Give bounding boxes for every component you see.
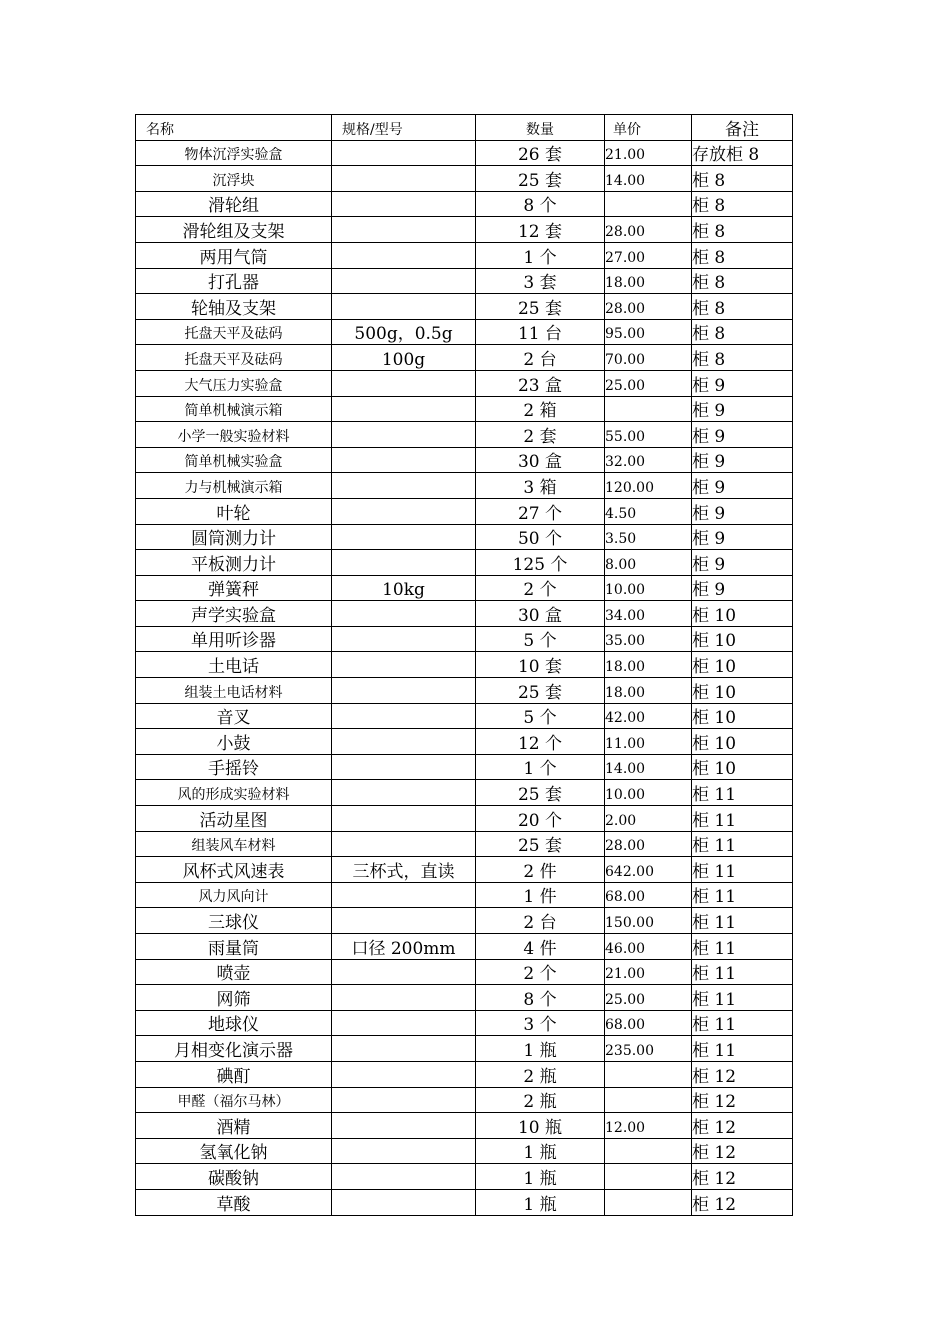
table-row bbox=[136, 319, 793, 345]
item-spec-cell bbox=[332, 1138, 476, 1164]
item-qty-cell: 50 个 bbox=[476, 524, 605, 550]
table-row bbox=[136, 575, 793, 601]
item-note-cell: 柜 9 bbox=[692, 370, 793, 396]
item-qty-cell: 1 瓶 bbox=[476, 1189, 605, 1215]
header-name: 名称 bbox=[136, 115, 332, 141]
item-note-cell: 柜 11 bbox=[692, 934, 793, 960]
item-price-cell: 68.00 bbox=[605, 882, 692, 908]
inventory-table bbox=[135, 114, 793, 1216]
item-price-cell: 25.00 bbox=[605, 370, 692, 396]
item-name-cell: 风力风向计 bbox=[136, 882, 332, 908]
item-note-cell: 柜 10 bbox=[692, 754, 793, 780]
item-note-cell: 柜 12 bbox=[692, 1087, 793, 1113]
item-note-cell: 柜 8 bbox=[692, 319, 793, 345]
table-row bbox=[136, 1164, 793, 1190]
item-name-cell: 喷壶 bbox=[136, 959, 332, 985]
item-qty-cell: 2 台 bbox=[476, 345, 605, 371]
item-qty-cell: 1 瓶 bbox=[476, 1138, 605, 1164]
item-spec-cell bbox=[332, 1087, 476, 1113]
item-price-cell bbox=[605, 1087, 692, 1113]
item-name-cell: 平板测力计 bbox=[136, 550, 332, 576]
item-note-cell: 柜 11 bbox=[692, 780, 793, 806]
table-row bbox=[136, 370, 793, 396]
item-qty-cell: 30 盒 bbox=[476, 601, 605, 627]
item-spec-cell bbox=[332, 601, 476, 627]
table-row bbox=[136, 959, 793, 985]
item-name-cell: 土电话 bbox=[136, 652, 332, 678]
item-spec-cell: 500g，0.5g bbox=[332, 319, 476, 345]
item-price-cell: 18.00 bbox=[605, 678, 692, 704]
item-note-cell: 柜 11 bbox=[692, 857, 793, 883]
item-price-cell: 10.00 bbox=[605, 575, 692, 601]
item-price-cell: 14.00 bbox=[605, 166, 692, 192]
table-row bbox=[136, 934, 793, 960]
table-row bbox=[136, 166, 793, 192]
header-note: 备注 bbox=[692, 115, 793, 141]
item-spec-cell bbox=[332, 191, 476, 217]
item-spec-cell bbox=[332, 1164, 476, 1190]
item-price-cell: 42.00 bbox=[605, 703, 692, 729]
item-name-cell: 雨量筒 bbox=[136, 934, 332, 960]
item-price-cell: 18.00 bbox=[605, 652, 692, 678]
table-row bbox=[136, 729, 793, 755]
item-qty-cell: 20 个 bbox=[476, 806, 605, 832]
item-price-cell bbox=[605, 1189, 692, 1215]
item-name-cell: 碳酸钠 bbox=[136, 1164, 332, 1190]
table-row bbox=[136, 294, 793, 320]
item-note-cell: 柜 11 bbox=[692, 959, 793, 985]
item-price-cell: 32.00 bbox=[605, 447, 692, 473]
item-spec-cell bbox=[332, 780, 476, 806]
item-price-cell: 27.00 bbox=[605, 242, 692, 268]
item-note-cell: 柜 9 bbox=[692, 498, 793, 524]
item-price-cell bbox=[605, 1164, 692, 1190]
item-price-cell: 46.00 bbox=[605, 934, 692, 960]
table-row bbox=[136, 652, 793, 678]
item-price-cell bbox=[605, 191, 692, 217]
table-row bbox=[136, 857, 793, 883]
item-qty-cell: 25 套 bbox=[476, 294, 605, 320]
item-price-cell: 2.00 bbox=[605, 806, 692, 832]
table-row bbox=[136, 191, 793, 217]
item-price-cell: 21.00 bbox=[605, 140, 692, 166]
table-row bbox=[136, 550, 793, 576]
item-spec-cell: 10kg bbox=[332, 575, 476, 601]
item-price-cell: 120.00 bbox=[605, 473, 692, 499]
item-note-cell: 柜 12 bbox=[692, 1061, 793, 1087]
item-name-cell: 力与机械演示箱 bbox=[136, 473, 332, 499]
item-qty-cell: 30 盒 bbox=[476, 447, 605, 473]
item-qty-cell: 2 个 bbox=[476, 959, 605, 985]
item-spec-cell bbox=[332, 729, 476, 755]
item-note-cell: 柜 9 bbox=[692, 447, 793, 473]
item-spec-cell bbox=[332, 959, 476, 985]
item-name-cell: 简单机械实验盒 bbox=[136, 447, 332, 473]
item-name-cell: 草酸 bbox=[136, 1189, 332, 1215]
item-qty-cell: 25 套 bbox=[476, 780, 605, 806]
item-note-cell: 柜 11 bbox=[692, 908, 793, 934]
item-spec-cell bbox=[332, 370, 476, 396]
item-note-cell: 柜 11 bbox=[692, 831, 793, 857]
item-name-cell: 活动星图 bbox=[136, 806, 332, 832]
item-spec-cell bbox=[332, 550, 476, 576]
item-spec-cell bbox=[332, 422, 476, 448]
table-row bbox=[136, 1189, 793, 1215]
item-spec-cell bbox=[332, 703, 476, 729]
item-spec-cell: 100g bbox=[332, 345, 476, 371]
table-row bbox=[136, 447, 793, 473]
item-name-cell: 网筛 bbox=[136, 985, 332, 1011]
table-row bbox=[136, 345, 793, 371]
item-spec-cell bbox=[332, 1061, 476, 1087]
item-name-cell: 叶轮 bbox=[136, 498, 332, 524]
item-note-cell: 柜 10 bbox=[692, 678, 793, 704]
item-note-cell: 柜 10 bbox=[692, 703, 793, 729]
table-row bbox=[136, 626, 793, 652]
item-name-cell: 轮轴及支架 bbox=[136, 294, 332, 320]
item-note-cell: 柜 9 bbox=[692, 524, 793, 550]
item-spec-cell: 三杯式，直读 bbox=[332, 857, 476, 883]
item-price-cell: 14.00 bbox=[605, 754, 692, 780]
item-name-cell: 风杯式风速表 bbox=[136, 857, 332, 883]
table-row bbox=[136, 1061, 793, 1087]
table-row bbox=[136, 1113, 793, 1139]
item-name-cell: 组装风车材料 bbox=[136, 831, 332, 857]
item-name-cell: 沉浮块 bbox=[136, 166, 332, 192]
item-qty-cell: 2 瓶 bbox=[476, 1087, 605, 1113]
item-spec-cell bbox=[332, 1113, 476, 1139]
item-note-cell: 柜 10 bbox=[692, 729, 793, 755]
item-name-cell: 小鼓 bbox=[136, 729, 332, 755]
item-price-cell: 28.00 bbox=[605, 831, 692, 857]
table-row bbox=[136, 498, 793, 524]
item-price-cell: 12.00 bbox=[605, 1113, 692, 1139]
table-body bbox=[136, 140, 793, 1215]
item-price-cell: 3.50 bbox=[605, 524, 692, 550]
item-price-cell: 28.00 bbox=[605, 294, 692, 320]
item-price-cell: 25.00 bbox=[605, 985, 692, 1011]
item-price-cell: 10.00 bbox=[605, 780, 692, 806]
item-note-cell: 柜 10 bbox=[692, 601, 793, 627]
item-spec-cell bbox=[332, 473, 476, 499]
item-qty-cell: 26 套 bbox=[476, 140, 605, 166]
item-qty-cell: 2 瓶 bbox=[476, 1061, 605, 1087]
item-qty-cell: 8 个 bbox=[476, 985, 605, 1011]
item-name-cell: 单用听诊器 bbox=[136, 626, 332, 652]
item-note-cell: 柜 12 bbox=[692, 1113, 793, 1139]
item-name-cell: 风的形成实验材料 bbox=[136, 780, 332, 806]
item-spec-cell bbox=[332, 140, 476, 166]
item-spec-cell bbox=[332, 498, 476, 524]
item-spec-cell bbox=[332, 1010, 476, 1036]
item-spec-cell bbox=[332, 242, 476, 268]
table-row bbox=[136, 780, 793, 806]
item-qty-cell: 25 套 bbox=[476, 166, 605, 192]
item-name-cell: 组装土电话材料 bbox=[136, 678, 332, 704]
table-row bbox=[136, 754, 793, 780]
item-price-cell: 95.00 bbox=[605, 319, 692, 345]
item-qty-cell: 8 个 bbox=[476, 191, 605, 217]
item-note-cell: 柜 11 bbox=[692, 1010, 793, 1036]
item-name-cell: 物体沉浮实验盒 bbox=[136, 140, 332, 166]
item-price-cell: 55.00 bbox=[605, 422, 692, 448]
item-price-cell: 8.00 bbox=[605, 550, 692, 576]
item-name-cell: 三球仪 bbox=[136, 908, 332, 934]
table-row bbox=[136, 678, 793, 704]
item-note-cell: 柜 9 bbox=[692, 473, 793, 499]
item-note-cell: 存放柜 8 bbox=[692, 140, 793, 166]
item-name-cell: 打孔器 bbox=[136, 268, 332, 294]
item-spec-cell bbox=[332, 626, 476, 652]
item-name-cell: 圆筒测力计 bbox=[136, 524, 332, 550]
header-price: 单价 bbox=[605, 115, 692, 141]
item-note-cell: 柜 8 bbox=[692, 294, 793, 320]
item-spec-cell bbox=[332, 447, 476, 473]
item-price-cell: 70.00 bbox=[605, 345, 692, 371]
item-spec-cell bbox=[332, 806, 476, 832]
item-price-cell: 18.00 bbox=[605, 268, 692, 294]
item-qty-cell: 12 套 bbox=[476, 217, 605, 243]
item-note-cell: 柜 11 bbox=[692, 882, 793, 908]
item-price-cell: 21.00 bbox=[605, 959, 692, 985]
table-row bbox=[136, 882, 793, 908]
item-price-cell: 642.00 bbox=[605, 857, 692, 883]
item-qty-cell: 1 瓶 bbox=[476, 1164, 605, 1190]
table-row bbox=[136, 524, 793, 550]
item-price-cell: 34.00 bbox=[605, 601, 692, 627]
item-qty-cell: 3 个 bbox=[476, 1010, 605, 1036]
item-name-cell: 弹簧秤 bbox=[136, 575, 332, 601]
table-row bbox=[136, 806, 793, 832]
item-note-cell: 柜 8 bbox=[692, 242, 793, 268]
item-price-cell: 150.00 bbox=[605, 908, 692, 934]
item-name-cell: 托盘天平及砝码 bbox=[136, 319, 332, 345]
item-note-cell: 柜 8 bbox=[692, 345, 793, 371]
table-row bbox=[136, 908, 793, 934]
item-price-cell: 35.00 bbox=[605, 626, 692, 652]
item-qty-cell: 125 个 bbox=[476, 550, 605, 576]
item-name-cell: 手摇铃 bbox=[136, 754, 332, 780]
item-qty-cell: 1 个 bbox=[476, 754, 605, 780]
item-note-cell: 柜 8 bbox=[692, 217, 793, 243]
item-price-cell bbox=[605, 396, 692, 422]
item-note-cell: 柜 9 bbox=[692, 550, 793, 576]
item-spec-cell bbox=[332, 524, 476, 550]
table-row bbox=[136, 1138, 793, 1164]
item-qty-cell: 4 件 bbox=[476, 934, 605, 960]
item-qty-cell: 1 个 bbox=[476, 242, 605, 268]
item-qty-cell: 1 瓶 bbox=[476, 1036, 605, 1062]
item-qty-cell: 10 瓶 bbox=[476, 1113, 605, 1139]
item-qty-cell: 2 件 bbox=[476, 857, 605, 883]
item-spec-cell bbox=[332, 985, 476, 1011]
item-spec-cell bbox=[332, 1036, 476, 1062]
item-note-cell: 柜 10 bbox=[692, 626, 793, 652]
item-qty-cell: 1 件 bbox=[476, 882, 605, 908]
item-name-cell: 声学实验盒 bbox=[136, 601, 332, 627]
item-spec-cell bbox=[332, 908, 476, 934]
table-row bbox=[136, 140, 793, 166]
item-spec-cell bbox=[332, 1189, 476, 1215]
item-name-cell: 地球仪 bbox=[136, 1010, 332, 1036]
item-note-cell: 柜 10 bbox=[692, 652, 793, 678]
item-spec-cell bbox=[332, 678, 476, 704]
item-qty-cell: 25 套 bbox=[476, 831, 605, 857]
item-price-cell bbox=[605, 1061, 692, 1087]
item-qty-cell: 27 个 bbox=[476, 498, 605, 524]
item-note-cell: 柜 8 bbox=[692, 166, 793, 192]
item-qty-cell: 2 台 bbox=[476, 908, 605, 934]
item-spec-cell bbox=[332, 268, 476, 294]
item-note-cell: 柜 11 bbox=[692, 985, 793, 1011]
item-name-cell: 氢氧化钠 bbox=[136, 1138, 332, 1164]
item-note-cell: 柜 8 bbox=[692, 191, 793, 217]
item-note-cell: 柜 12 bbox=[692, 1164, 793, 1190]
item-note-cell: 柜 9 bbox=[692, 396, 793, 422]
table-row bbox=[136, 703, 793, 729]
item-spec-cell bbox=[332, 166, 476, 192]
item-note-cell: 柜 8 bbox=[692, 268, 793, 294]
item-qty-cell: 23 盒 bbox=[476, 370, 605, 396]
item-name-cell: 托盘天平及砝码 bbox=[136, 345, 332, 371]
table-header-row bbox=[136, 115, 793, 141]
item-name-cell: 大气压力实验盒 bbox=[136, 370, 332, 396]
item-qty-cell: 10 套 bbox=[476, 652, 605, 678]
item-price-cell bbox=[605, 1138, 692, 1164]
item-spec-cell: 口径 200mm bbox=[332, 934, 476, 960]
item-name-cell: 碘酊 bbox=[136, 1061, 332, 1087]
item-spec-cell bbox=[332, 294, 476, 320]
item-note-cell: 柜 12 bbox=[692, 1138, 793, 1164]
item-spec-cell bbox=[332, 754, 476, 780]
item-qty-cell: 3 箱 bbox=[476, 473, 605, 499]
item-name-cell: 音叉 bbox=[136, 703, 332, 729]
header-spec: 规格/型号 bbox=[332, 115, 476, 141]
item-note-cell: 柜 11 bbox=[692, 806, 793, 832]
item-qty-cell: 5 个 bbox=[476, 626, 605, 652]
item-name-cell: 小学一般实验材料 bbox=[136, 422, 332, 448]
table-row bbox=[136, 473, 793, 499]
item-note-cell: 柜 11 bbox=[692, 1036, 793, 1062]
table-row bbox=[136, 1087, 793, 1113]
item-spec-cell bbox=[332, 652, 476, 678]
item-qty-cell: 2 箱 bbox=[476, 396, 605, 422]
item-qty-cell: 2 个 bbox=[476, 575, 605, 601]
item-name-cell: 两用气筒 bbox=[136, 242, 332, 268]
table-row bbox=[136, 1036, 793, 1062]
item-price-cell: 28.00 bbox=[605, 217, 692, 243]
item-qty-cell: 3 套 bbox=[476, 268, 605, 294]
table-row bbox=[136, 601, 793, 627]
header-qty: 数量 bbox=[476, 115, 605, 141]
item-spec-cell bbox=[332, 396, 476, 422]
table-row bbox=[136, 422, 793, 448]
item-qty-cell: 11 台 bbox=[476, 319, 605, 345]
table-row bbox=[136, 1010, 793, 1036]
item-name-cell: 滑轮组 bbox=[136, 191, 332, 217]
table-row bbox=[136, 831, 793, 857]
item-price-cell: 11.00 bbox=[605, 729, 692, 755]
item-name-cell: 酒精 bbox=[136, 1113, 332, 1139]
item-spec-cell bbox=[332, 217, 476, 243]
item-note-cell: 柜 9 bbox=[692, 422, 793, 448]
item-name-cell: 简单机械演示箱 bbox=[136, 396, 332, 422]
item-price-cell: 68.00 bbox=[605, 1010, 692, 1036]
item-note-cell: 柜 9 bbox=[692, 575, 793, 601]
item-price-cell: 4.50 bbox=[605, 498, 692, 524]
item-spec-cell bbox=[332, 831, 476, 857]
item-qty-cell: 12 个 bbox=[476, 729, 605, 755]
table-row bbox=[136, 268, 793, 294]
table-row bbox=[136, 396, 793, 422]
table-row bbox=[136, 217, 793, 243]
item-qty-cell: 2 套 bbox=[476, 422, 605, 448]
item-qty-cell: 5 个 bbox=[476, 703, 605, 729]
item-name-cell: 滑轮组及支架 bbox=[136, 217, 332, 243]
item-name-cell: 月相变化演示器 bbox=[136, 1036, 332, 1062]
table-row bbox=[136, 985, 793, 1011]
item-note-cell: 柜 12 bbox=[692, 1189, 793, 1215]
item-spec-cell bbox=[332, 882, 476, 908]
table-row bbox=[136, 242, 793, 268]
item-name-cell: 甲醛（福尔马林） bbox=[136, 1087, 332, 1113]
item-price-cell: 235.00 bbox=[605, 1036, 692, 1062]
item-qty-cell: 25 套 bbox=[476, 678, 605, 704]
